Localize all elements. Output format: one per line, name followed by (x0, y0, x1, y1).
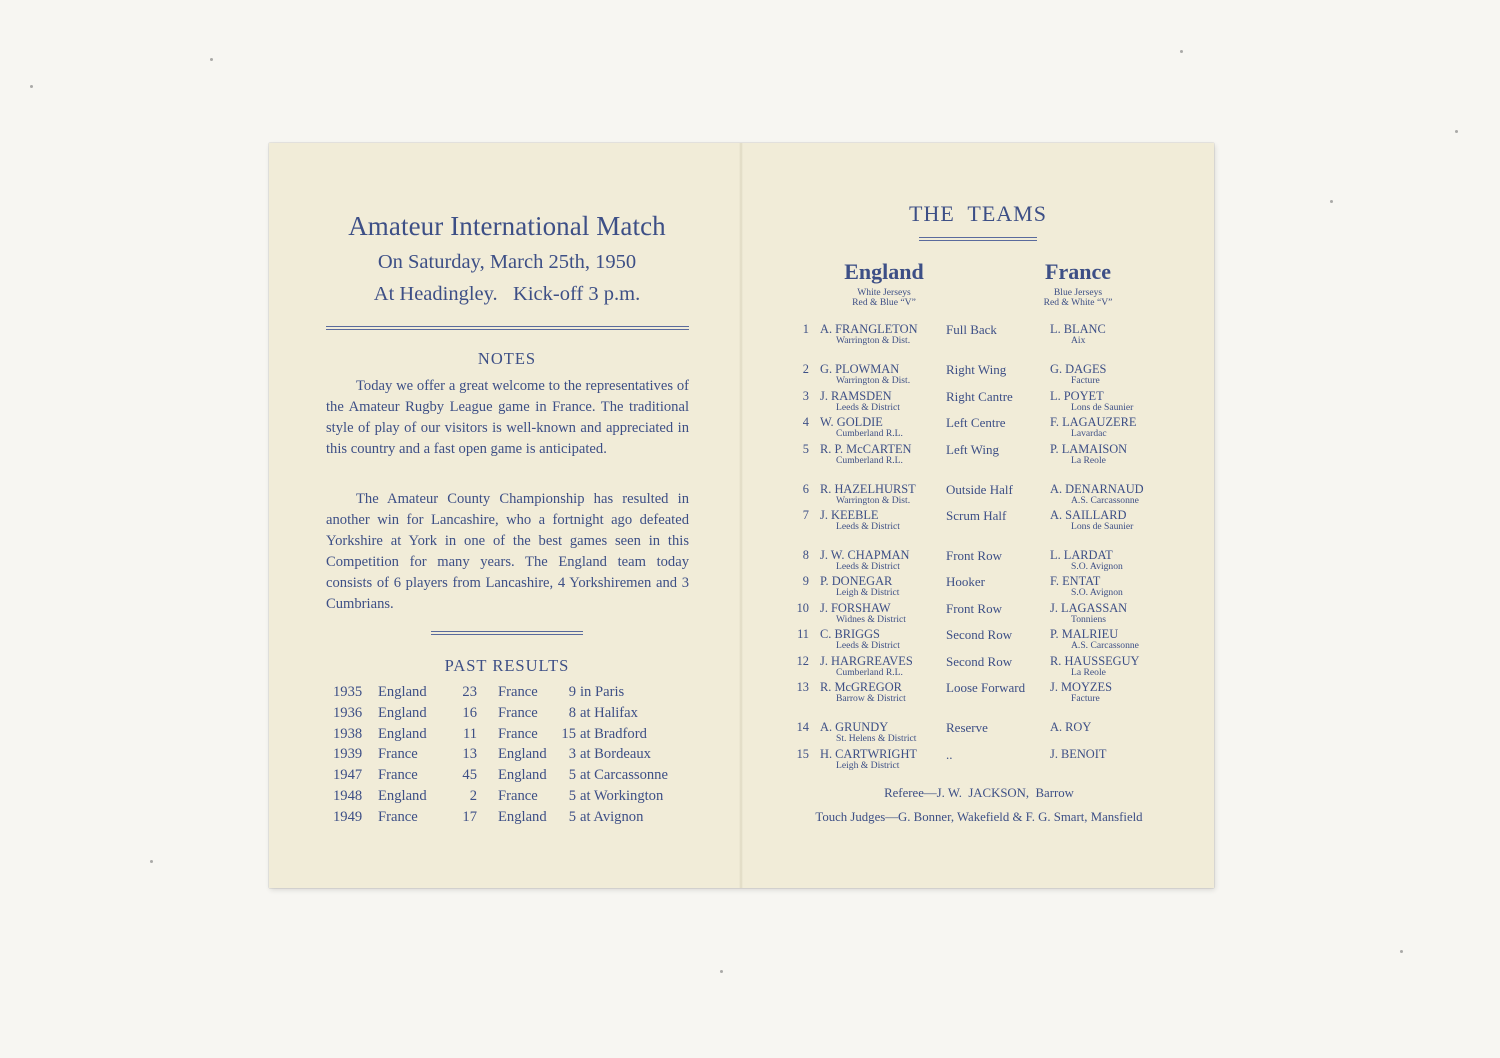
france-club: Lons de Saunier (1071, 402, 1134, 413)
england-jersey-v: Red & Blue “V” (852, 297, 916, 308)
france-player: L. LARDAT (1050, 548, 1113, 562)
result-venue: at Avignon (580, 808, 644, 825)
player-position: .. (946, 747, 953, 762)
england-club: Leeds & District (836, 521, 900, 532)
match-venue: At Headingley. Kick-off 3 p.m. (373, 283, 641, 305)
notes-paragraph-2: The Amateur County Championship has resulted in another win for Lancashire, who a fortnight ago defeated Yorkshire at York in one of the best games seen in this Competition for many years. The England team today consists of 6 players from Lancashire, 4 Yorkshiremen and 3 Cumbrians. (326, 491, 689, 612)
england-player: R. HAZELHURST (820, 482, 916, 496)
result-venue: at Halifax (580, 704, 638, 721)
teams-rule (919, 237, 1037, 238)
england-player: J. KEEBLE (820, 508, 879, 522)
speck (1180, 50, 1183, 53)
speck (210, 58, 213, 61)
result-year: 1948 (333, 788, 363, 804)
france-club: S.O. Avignon (1071, 587, 1123, 598)
france-player: L. POYET (1050, 389, 1104, 403)
player-position: Loose Forward (946, 680, 1026, 695)
france-club: Lons de Saunier (1071, 521, 1134, 532)
player-position: Scrum Half (946, 508, 1007, 523)
result-venue: in Paris (580, 684, 625, 700)
player-number: 6 (802, 482, 809, 496)
result-score1: 45 (462, 767, 477, 784)
player-number: 7 (802, 508, 809, 522)
england-club: Warrington & Dist. (836, 335, 911, 346)
result-score1: 17 (462, 808, 477, 825)
england-club: Leeds & District (836, 640, 900, 651)
france-club: Aix (1071, 335, 1086, 346)
player-number: 3 (802, 389, 809, 403)
france-heading: France (1045, 259, 1111, 284)
result-score2: 8 (568, 704, 576, 721)
player-number: 10 (796, 601, 809, 615)
result-score1: 11 (462, 725, 477, 742)
france-club: Lavardac (1071, 428, 1107, 439)
referee-line: Referee—J. W. JACKSON, Barrow (884, 786, 1074, 800)
player-position: Right Wing (946, 362, 1007, 377)
player-position: Reserve (946, 720, 988, 735)
result-score1: 16 (462, 704, 477, 721)
player-number: 1 (802, 322, 809, 336)
result-team2: France (498, 725, 538, 742)
player-number: 9 (802, 574, 809, 588)
result-team1: England (378, 725, 427, 742)
result-year: 1938 (333, 725, 363, 742)
player-position: Left Centre (946, 415, 1006, 430)
speck (1455, 130, 1458, 133)
england-club: Warrington & Dist. (836, 495, 911, 506)
player-position: Second Row (946, 654, 1013, 669)
england-player: P. DONEGAR (820, 574, 893, 588)
france-jersey-v: Red & White “V” (1043, 297, 1113, 308)
result-score1: 2 (469, 788, 477, 804)
player-number: 15 (796, 747, 809, 761)
france-player: J. LAGASSAN (1050, 601, 1128, 615)
england-heading: England (844, 259, 924, 284)
result-score2: 15 (561, 725, 576, 742)
england-player: A. GRUNDY (820, 720, 889, 734)
player-number: 12 (796, 654, 809, 668)
france-player: G. DAGES (1050, 362, 1107, 376)
player-number: 5 (802, 442, 809, 456)
england-club: Leigh & District (836, 587, 900, 598)
england-player: A. FRANGLETON (820, 322, 918, 336)
result-venue: at Carcassonne (580, 767, 668, 784)
france-club: S.O. Avignon (1071, 561, 1123, 572)
touch-judges-line: Touch Judges—G. Bonner, Wakefield & F. G. Smart, Mansfield (815, 810, 1143, 824)
england-player: R. P. McCARTEN (820, 442, 912, 456)
result-team1: England (378, 788, 427, 804)
result-team2: France (498, 788, 538, 804)
result-score2: 3 (568, 746, 576, 763)
speck (150, 860, 153, 863)
player-position: Second Row (946, 627, 1013, 642)
result-score2: 5 (568, 788, 576, 804)
notes-rule (431, 631, 583, 632)
match-date: On Saturday, March 25th, 1950 (377, 251, 637, 273)
player-position: Full Back (946, 322, 997, 337)
france-club: La Reole (1071, 455, 1106, 466)
england-club: Widnes & District (836, 614, 906, 625)
england-club: Warrington & Dist. (836, 375, 911, 386)
result-venue: at Bordeaux (580, 746, 651, 763)
result-year: 1947 (333, 767, 363, 784)
player-number: 11 (797, 627, 809, 641)
england-club: Cumberland R.L. (836, 455, 903, 466)
england-player: G. PLOWMAN (820, 362, 900, 376)
result-score2: 9 (568, 684, 576, 700)
player-number: 2 (802, 362, 809, 376)
england-club: Cumberland R.L. (836, 667, 903, 678)
france-player: F. LAGAUZERE (1050, 415, 1137, 429)
notes-heading: NOTES (477, 349, 537, 368)
result-team2: England (498, 746, 547, 763)
teams-heading: THE TEAMS (909, 201, 1047, 226)
player-position: Hooker (946, 574, 985, 589)
result-year: 1935 (333, 684, 363, 700)
player-number: 4 (802, 415, 809, 429)
england-player: W. GOLDIE (820, 415, 883, 429)
england-player: R. McGREGOR (820, 680, 902, 694)
result-venue: at Workington (580, 788, 664, 804)
france-player: J. MOYZES (1050, 680, 1112, 694)
england-club: Leeds & District (836, 561, 900, 572)
france-club: A.S. Carcassonne (1071, 640, 1139, 651)
france-player: J. BENOIT (1050, 747, 1107, 761)
title-rule (326, 326, 689, 327)
past-results-heading: PAST RESULTS (444, 656, 570, 675)
result-score2: 5 (568, 767, 576, 784)
france-player: R. HAUSSEGUY (1050, 654, 1140, 668)
france-player: P. MALRIEU (1050, 627, 1119, 641)
result-score2: 5 (568, 808, 576, 825)
player-number: 8 (802, 548, 809, 562)
player-position: Right Cantre (946, 389, 1013, 404)
speck (30, 85, 33, 88)
player-position: Front Row (946, 601, 1002, 616)
player-position: Outside Half (946, 482, 1013, 497)
france-club: Tonniens (1071, 614, 1107, 625)
england-club: St. Helens & District (836, 733, 917, 744)
england-player: J. W. CHAPMAN (820, 548, 910, 562)
england-club: Cumberland R.L. (836, 428, 903, 439)
player-position: Front Row (946, 548, 1002, 563)
england-club: Leeds & District (836, 402, 900, 413)
result-year: 1949 (333, 808, 363, 825)
england-player: J. FORSHAW (820, 601, 891, 615)
speck (1400, 950, 1403, 953)
result-year: 1939 (333, 746, 363, 763)
france-player: A. SAILLARD (1050, 508, 1127, 522)
france-player: A. DENARNAUD (1050, 482, 1144, 496)
player-position: Left Wing (946, 442, 1000, 457)
result-team2: France (498, 704, 538, 721)
france-club: Facture (1071, 375, 1100, 386)
result-team1: France (378, 808, 418, 825)
player-number: 13 (796, 680, 809, 694)
france-club: La Reole (1071, 667, 1106, 678)
england-player: J. RAMSDEN (820, 389, 892, 403)
england-club: Leigh & District (836, 760, 900, 771)
result-team1: France (378, 746, 418, 763)
france-club: Facture (1071, 693, 1100, 704)
result-venue: at Bradford (580, 725, 647, 742)
france-player: P. LAMAISON (1050, 442, 1128, 456)
france-jersey-colour: Blue Jerseys (1053, 287, 1103, 298)
result-team2: France (498, 684, 538, 700)
speck (1330, 200, 1333, 203)
speck (720, 970, 723, 973)
england-player: H. CARTWRIGHT (820, 747, 917, 761)
result-year: 1936 (333, 704, 363, 721)
france-club: A.S. Carcassonne (1071, 495, 1139, 506)
result-score1: 23 (462, 684, 477, 700)
result-team1: France (378, 767, 418, 784)
england-player: J. HARGREAVES (820, 654, 913, 668)
england-player: C. BRIGGS (820, 627, 880, 641)
england-club: Barrow & District (836, 693, 906, 704)
player-number: 14 (796, 720, 809, 734)
programme-sheet (269, 143, 1214, 888)
france-player: L. BLANC (1050, 322, 1106, 336)
france-player: F. ENTAT (1050, 574, 1101, 588)
result-team1: England (378, 684, 427, 700)
england-jersey-colour: White Jerseys (857, 287, 911, 298)
result-team2: England (498, 767, 547, 784)
result-team2: England (498, 808, 547, 825)
result-team1: England (378, 704, 427, 721)
match-title: Amateur International Match (348, 211, 666, 241)
notes-paragraph-1: Today we offer a great welcome to the representatives of the Amateur Rugby League game in France. The traditional style of play of our visitors is well-known and appreciated in this country and a fast open game is anticipated. (326, 378, 689, 457)
result-score1: 13 (462, 746, 477, 763)
france-player: A. ROY (1050, 720, 1092, 734)
